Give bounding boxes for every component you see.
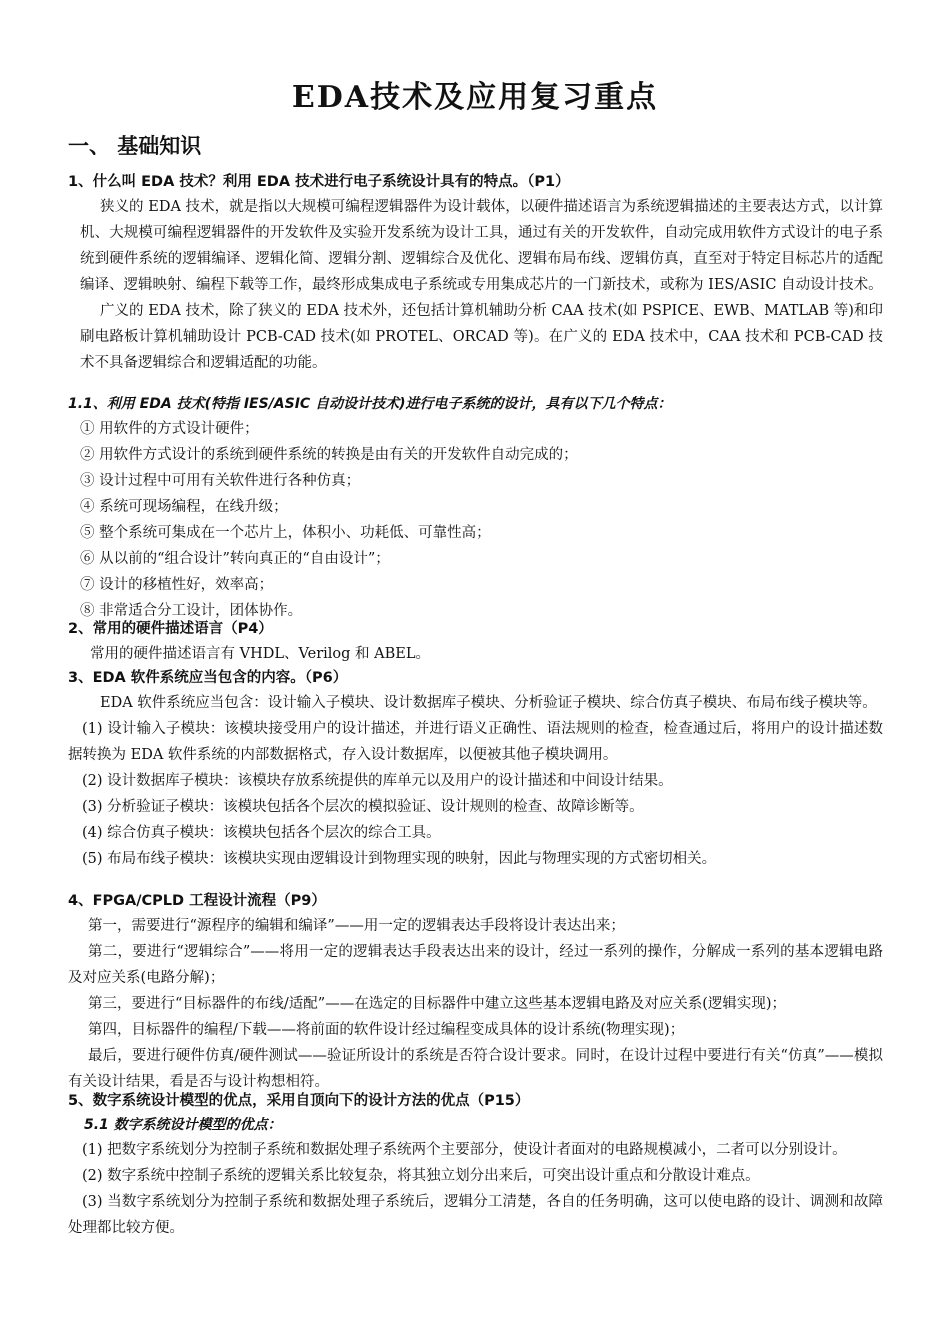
eda-features-list	[68, 416, 883, 624]
list-item: ⑧ 非常适合分工设计，团体协作。	[80, 603, 303, 619]
question-1	[68, 170, 883, 376]
list-item: 第四，目标器件的编程/下载——将前面的软件设计经过编程变成具体的设计系统(物理实现)；	[88, 1022, 685, 1038]
hdl-paragraph: 常用的硬件描述语言有 VHDL、Verilog 和 ABEL。	[90, 646, 430, 662]
question-5-heading: 5、数字系统设计模型的优点，采用自顶向下的设计方法的优点（P15）	[68, 1093, 530, 1109]
list-item: ② 用软件方式设计的系统到硬件系统的转换是由有关的开发软件自动完成的；	[80, 447, 578, 463]
question-1-heading: 1、什么叫 EDA 技术？利用 EDA 技术进行电子系统设计具有的特点。（P1）	[68, 174, 570, 190]
list-item: (1) 设计输入子模块：该模块接受用户的设计描述，并进行语义正确性、语法规则的检查，检查通过后，将用户的设计描述数据转换为 EDA 软件系统的内部数据格式，存入设计数据库，以便被其他子模块调用。	[68, 721, 883, 763]
broad-eda-paragraph: 广义的 EDA 技术，除了狭义的 EDA 技术外，还包括计算机辅助分析 CAA 技术(如 PSPICE、EWB、MATLAB 等)和印刷电路板计算机辅助设计 PCB-CAD 技术(如 PROTEL、ORCAD 等)。在广义的 EDA 技术中，CAA 技术和 PCB-CAD 技术不具备逻辑综合和逻辑适配的功能。	[80, 303, 883, 371]
list-item: (2) 数字系统中控制子系统的逻辑关系比较复杂，将其独立划分出来后，可突出设计重点和分散设计难点。	[82, 1168, 760, 1184]
list-item: ⑥ 从以前的“组合设计”转向真正的“自由设计”；	[80, 551, 390, 567]
list-item: ⑦ 设计的移植性好，效率高；	[80, 577, 274, 593]
list-item: ① 用软件的方式设计硬件；	[80, 421, 259, 437]
list-item: ③ 设计过程中可用有关软件进行各种仿真；	[80, 473, 361, 489]
list-item: 第三，要进行“目标器件的布线/适配”——在选定的目标器件中建立这些基本逻辑电路及对应关系(逻辑实现)；	[88, 996, 787, 1012]
question-1-1-heading: 1.1、利用 EDA 技术(特指 IES/ASIC 自动设计技术)进行电子系统的设计，具有以下几个特点：	[68, 396, 672, 412]
document-title: EDA技术及应用复习重点	[291, 80, 659, 115]
list-item: (4) 综合仿真子模块：该模块包括各个层次的综合工具。	[82, 825, 441, 841]
list-item: (3) 分析验证子模块：该模块包括各个层次的模拟验证、设计规则的检查、故障诊断等。	[82, 799, 644, 815]
list-item: (2) 设计数据库子模块：该模块存放系统提供的库单元以及用户的设计描述和中间设计结果。	[82, 773, 673, 789]
section-heading-basics: 一、 基础知识	[68, 133, 202, 158]
list-item: ⑤ 整个系统可集成在一个芯片上，体积小、功耗低、可靠性高；	[80, 525, 491, 541]
narrow-eda-paragraph: 狭义的 EDA 技术，就是指以大规模可编程逻辑器件为设计载体，以硬件描述语言为系统逻辑描述的主要表达方式，以计算机、大规模可编程逻辑器件的开发软件及实验开发系统为设计工具，通过有关的开发软件，自动完成用软件方式设计的电子系统到硬件系统的逻辑编译、逻辑化简、逻辑分割、逻辑综合及优化、逻辑布局布线、逻辑仿真，直至对于特定目标芯片的适配编译、逻辑映射、编程下载等工作，最终形成集成电子系统或专用集成芯片的一门新技术，或称为 IES/ASIC 自动设计技术。	[80, 199, 883, 293]
list-item: (3) 当数字系统划分为控制子系统和数据处理子系统后，逻辑分工清楚，各自的任务明确，这可以使电路的设计、调测和故障处理都比较方便。	[68, 1194, 883, 1236]
question-5-1-heading: 5.1 数字系统设计模型的优点：	[84, 1117, 282, 1133]
list-item: (5) 布局布线子模块：该模块实现由逻辑设计到物理实现的映射，因此与物理实现的方式密切相关。	[82, 851, 717, 867]
list-item: 第一，需要进行“源程序的编辑和编译”——用一定的逻辑表达手段将设计表达出来；	[88, 918, 625, 934]
eda-software-paragraph: EDA 软件系统应当包含：设计输入子模块、设计数据库子模块、分析验证子模块、综合仿真子模块、布局布线子模块等。	[100, 695, 877, 711]
question-4	[68, 889, 883, 1095]
question-4-heading: 4、FPGA/CPLD 工程设计流程（P9）	[68, 893, 326, 909]
list-item: 第二，要进行“逻辑综合”——将用一定的逻辑表达手段表达出来的设计，经过一系列的操作，分解成一系列的基本逻辑电路及对应关系(电路分解)；	[68, 944, 883, 986]
question-5	[68, 1089, 883, 1241]
question-3-heading: 3、EDA 软件系统应当包含的内容。（P6）	[68, 670, 348, 686]
question-2-heading: 2、常用的硬件描述语言（P4）	[68, 621, 273, 637]
list-item: (1) 把数字系统划分为控制子系统和数据处理子系统两个主要部分，使设计者面对的电路规模减小，二者可以分别设计。	[82, 1142, 847, 1158]
list-item: ④ 系统可现场编程，在线升级；	[80, 499, 288, 515]
question-1-1	[68, 392, 883, 624]
list-item: 最后，要进行硬件仿真/硬件测试——验证所设计的系统是否符合设计要求。同时，在设计过程中要进行有关“仿真”——模拟有关设计结果，看是否与设计构想相符。	[68, 1048, 883, 1090]
question-3	[68, 666, 883, 872]
question-2	[68, 617, 883, 667]
